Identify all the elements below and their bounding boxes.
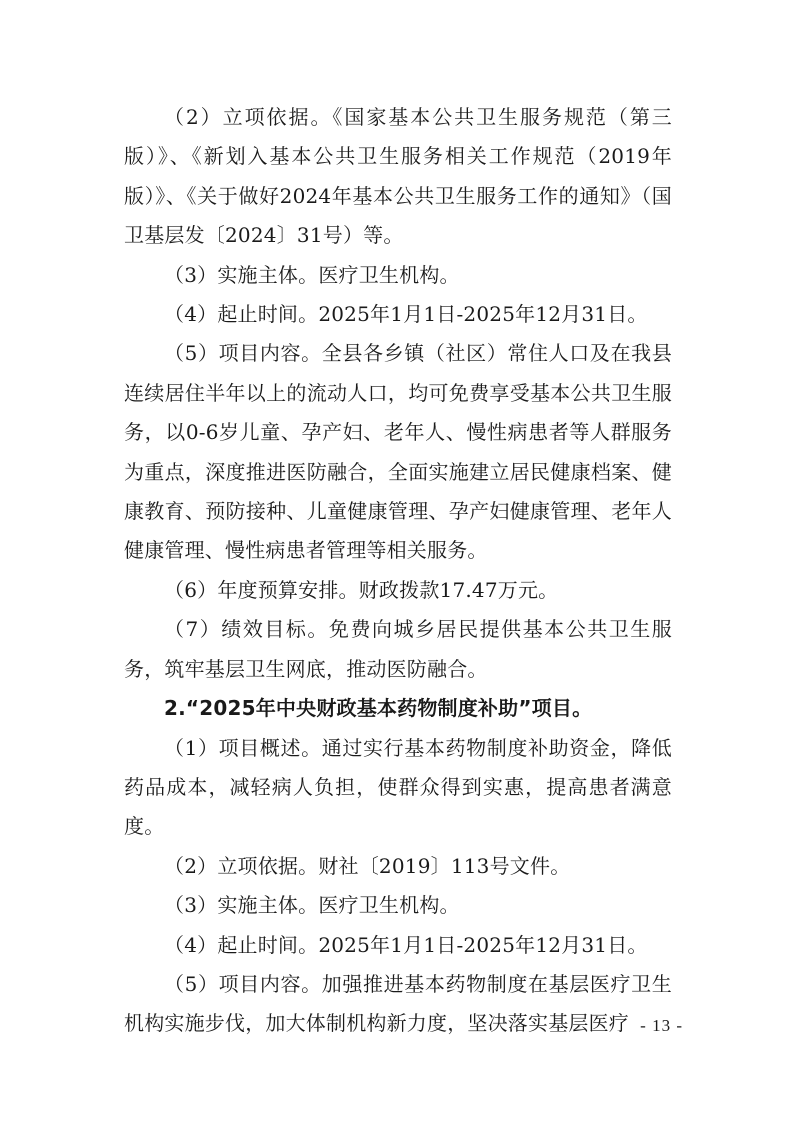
paragraph-period: （4）起止时间。2025年1月1日-2025年12月31日。 — [164, 302, 648, 327]
paragraph-budget: （6）年度预算安排。财政拨款17.47万元。 — [164, 577, 559, 602]
document-body — [124, 98, 672, 1044]
page-number: - 13 - — [640, 1016, 683, 1035]
paragraph-implementer-2: （3）实施主体。医疗卫生机构。 — [164, 893, 460, 918]
paragraph-goals: （7）绩效目标。免费向城乡居民提供基本公共卫生服务，筑牢基层卫生网底，推动医防融合。 — [124, 617, 672, 681]
paragraph-content-2: （5）项目内容。加强推进基本药物制度在基层医疗卫生机构实施步伐，加大体制机构新力度，坚决落实基层医疗 — [124, 971, 672, 1036]
paragraph-period-2: （4）起止时间。2025年1月1日-2025年12月31日。 — [164, 932, 648, 957]
paragraph-overview: （1）项目概述。通过实行基本药物制度补助资金，降低药品成本，减轻病人负担，使群众得到实惠，提高患者满意度。 — [124, 735, 672, 839]
paragraph-content: （5）项目内容。全县各乡镇（社区）常住人口及在我县连续居住半年以上的流动人口，均可免费享受基本公共卫生服务，以0-6岁儿童、孕产妇、老年人、慢性病患者等人群服务为重点，深度推进医防融合，全面实施建立居民健康档案、健康教育、预防接种、儿童健康管理、孕产妇健康管理、老年人健康管理、慢性病患者管理等相关服务。 — [124, 341, 672, 563]
section-heading: 2.“2025年中央财政基本药物制度补助”项目。 — [164, 696, 593, 721]
paragraph-basis: （2）立项依据。《国家基本公共卫生服务规范（第三版）》、《新划入基本公共卫生服务相关工作规范（2019年版）》、《关于做好2024年基本公共卫生服务工作的通知》（国卫基层发〔2024〕31号）等。 — [124, 105, 672, 248]
paragraph-implementer: （3）实施主体。医疗卫生机构。 — [164, 262, 460, 287]
paragraph-basis-2: （2）立项依据。财社〔2019〕113号文件。 — [164, 853, 571, 878]
